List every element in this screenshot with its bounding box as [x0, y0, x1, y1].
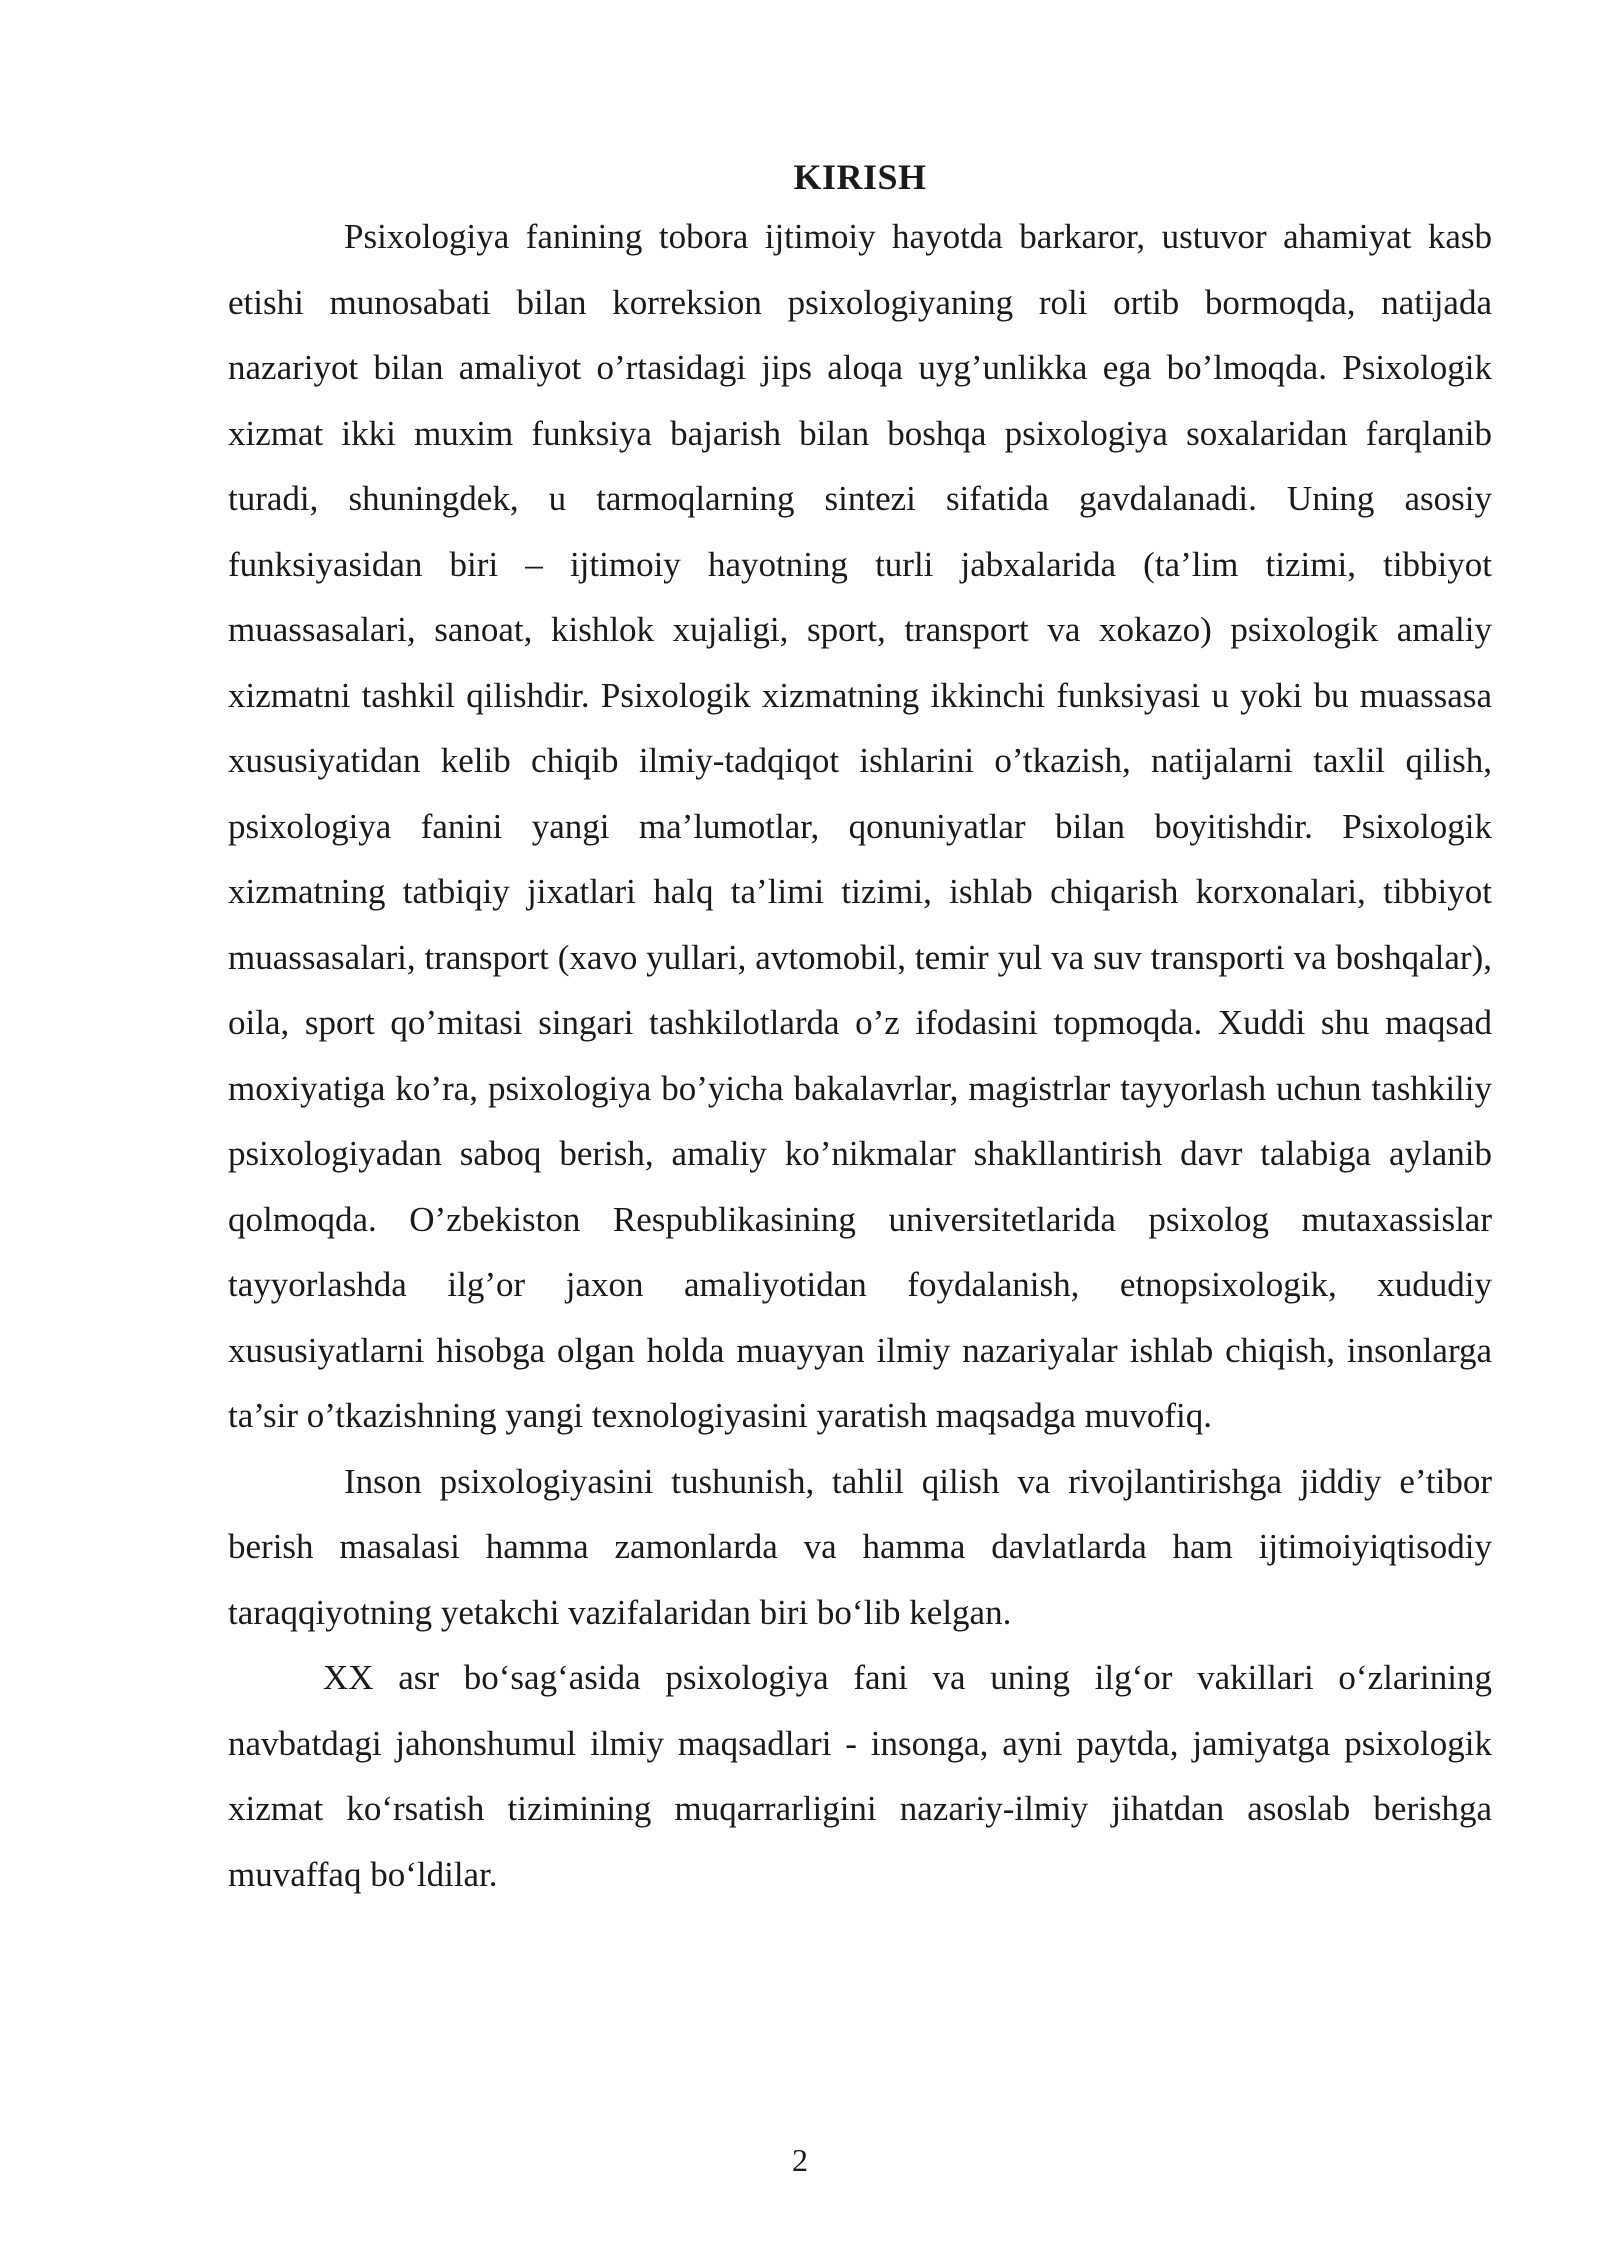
document-body — [228, 150, 1492, 1907]
page-heading: KIRISH — [793, 157, 927, 197]
paragraph-human-psychology: Inson psixologiyasini tushunish, tahlil qilish va rivojlantirishga jiddiy e’tibor berish masalasi hamma zamonlarda va hamma davlatlarda ham ijtimoiyiqtisodiy taraqqiyotning yetakchi vazifalaridan biri bo‘lib kelgan. — [228, 1461, 1492, 1632]
paragraph-introduction: Psixologiya fanining tobora ijtimoiy hayotda barkaror, ustuvor ahamiyat kasb etishi munosabati bilan korreksion psixologiyaning roli ortib bormoqda, natijada nazariyot bilan amaliyot o’rtasidagi jips aloqa uyg’unlikka ega bo’lmoqda. Psixologik xizmat ikki muxim funksiya bajarish bilan boshqa psixologiya soxalaridan farqlanib turadi, shuningdek, u tarmoqlarning sintezi sifatida gavdalanadi. Uning asosiy funksiyasidan biri – ijtimoiy hayotning turli jabxalarida (ta’lim tizimi, tibbiyot muassasalari, sanoat, kishlok xujaligi, sport, transport va xokazo) psixologik amaliy xizmatni tashkil qilishdir. Psixologik xizmatning ikkinchi funksiyasi u yoki bu muassasa xususiyatidan kelib chiqib ilmiy-tadqiqot ishlarini o’tkazish, natijalarni taxlil qilish, psixologiya fanini yangi ma’lumotlar, qonuniyatlar bilan boyitishdir. Psixologik xizmatning tatbiqiy jixatlari halq ta’limi tizimi, ishlab chiqarish korxonalari, tibbiyot muassasalari, transport (xavo yullari, avtomobil, temir yul va suv transporti va boshqalar), oila, sport qo’mitasi singari tashkilotlarda o’z ifodasini topmoqda. Xuddi shu maqsad moxiyatiga ko’ra, psixologiya bo’yicha bakalavrlar, magistrlar tayyorlash uchun tashkiliy psixologiyadan saboq berish, amaliy ko’nikmalar shakllantirish davr talabiga aylanib qolmoqda. O’zbekiston Respublikasining universitetlarida psixolog mutaxassislar tayyorlashda ilg’or jaxon amaliyotidan foydalanish, etnopsixologik, xududiy xususiyatlarni hisobga olgan holda muayyan ilmiy nazariyalar ishlab chiqish, insonlarga ta’sir o’tkazishning yangi texnologiyasini yaratish maqsadga muvofiq. — [228, 217, 1492, 1435]
page-number: 2 — [792, 2142, 808, 2178]
paragraph-twentieth-century: XX asr bo‘sag‘asida psixologiya fani va uning ilg‘or vakillari o‘zlarining navbatdagi jahonshumul ilmiy maqsadlari - insonga, ayni paytda, jamiyatga psixologik xizmat ko‘rsatish tizimining muqarrarligini nazariy-ilmiy jihatdan asoslab berishga muvaffaq bo‘ldilar. — [228, 1658, 1492, 1894]
